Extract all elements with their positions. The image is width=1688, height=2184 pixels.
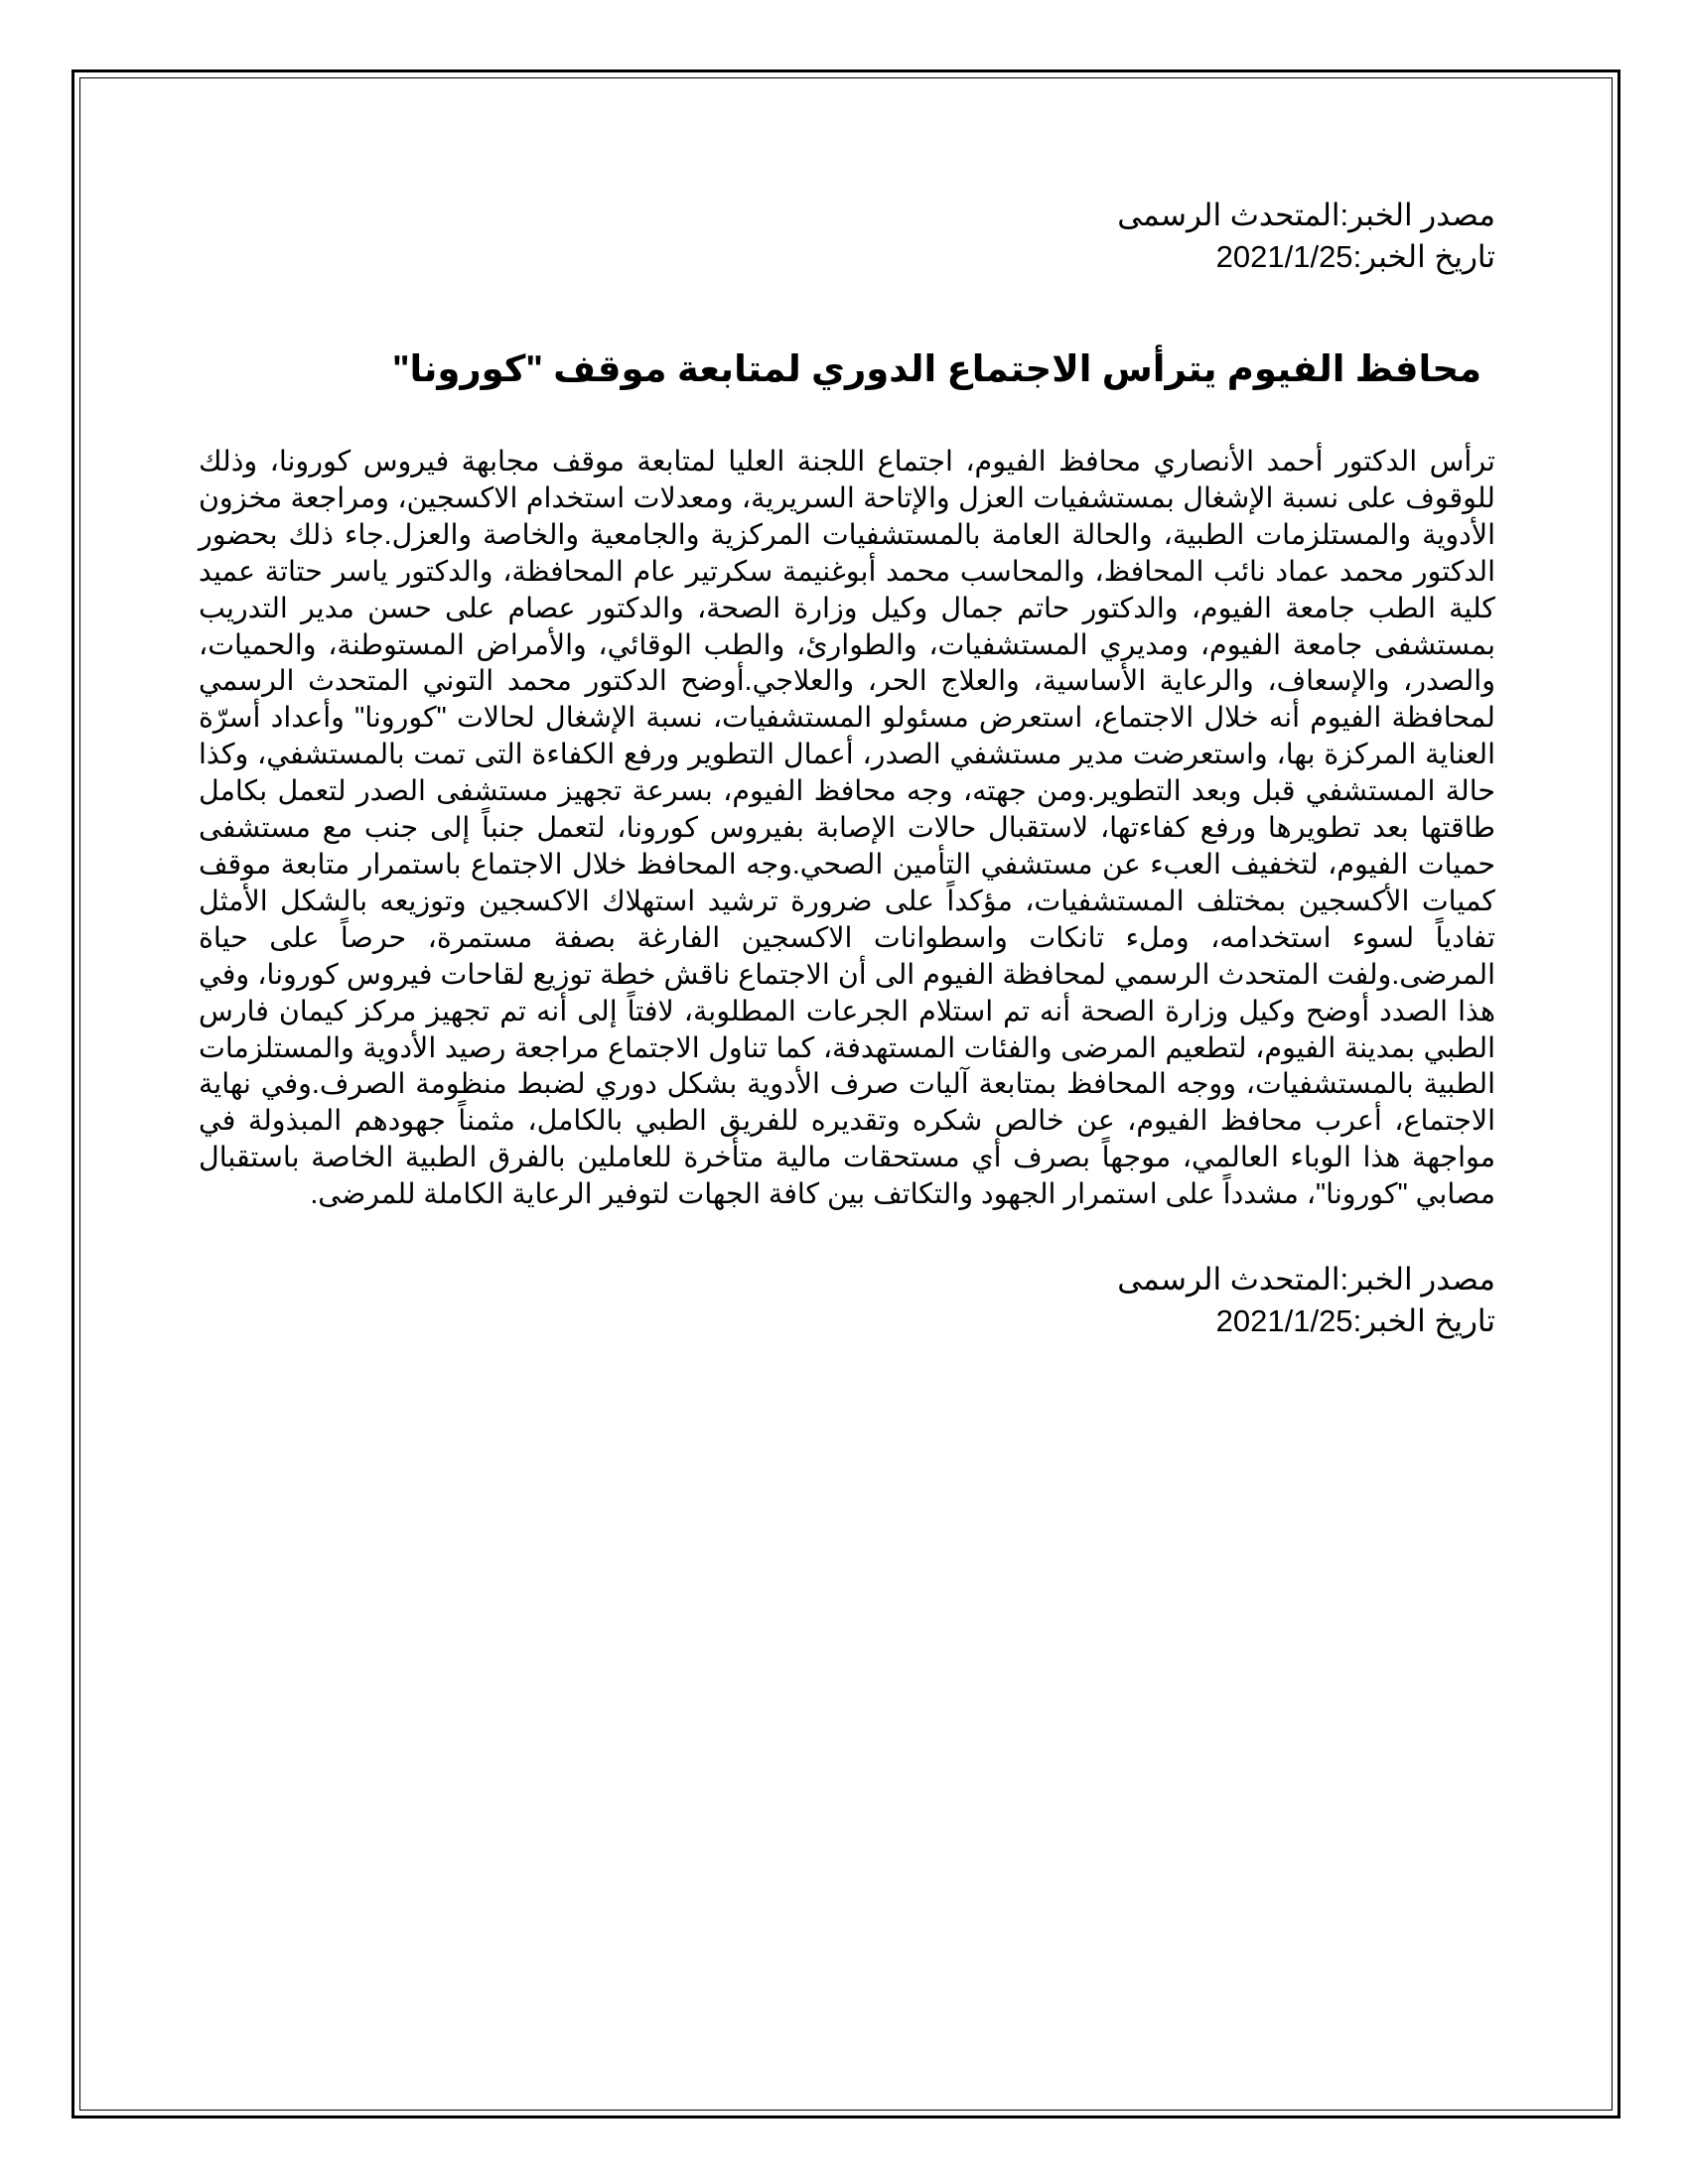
- article-title: محافظ الفيوم يترأس الاجتماع الدوري لمتابعة موقف "كورونا": [392, 348, 1481, 389]
- footer-news-date: تاريخ الخبر:2021/1/25: [1215, 1303, 1495, 1339]
- news-date: تاريخ الخبر:2021/1/25: [1215, 239, 1495, 274]
- article-body: ترأس الدكتور أحمد الأنصاري محافظ الفيوم، اجتماع اللجنة العليا لمتابعة موقف مجابهة فيروس كورونا، وذلك للوقوف على نسبة الإشغال بمستشفيات العزل والإتاحة السريرية، ومعدلات استخدام الاكسجين، ومراجعة مخزون الأدوية والمستلزمات الطبية، والحالة العامة بالمستشفيات المركزية والجامعية والخاصة والعزل.جاء ذلك بحضور الدكتور محمد عماد نائب المحافظ، والمحاسب محمد أبوغنيمة سكرتير عام المحافظة، والدكتور ياسر حتاتة عميد كلية الطب جامعة الفيوم، والدكتور حاتم جمال وكيل وزارة الصحة، والدكتور عصام على حسن مدير التدريب بمستشفى جامعة الفيوم، ومديري المستشفيات، والطوارئ، والطب الوقائي، والأمراض المستوطنة، والحميات، والصدر، والإسعاف، والرعاية الأساسية، والعلاج الحر، والعلاجي.أوضح الدكتور محمد التوني المتحدث الرسمي لمحافظة الفيوم أنه خلال الاجتماع، استعرض مسئولو المستشفيات، نسبة الإشغال لحالات "كورونا" وأعداد أسرّة العناية المركزة بها، واستعرضت مدير مستشفي الصدر، أعمال التطوير ورفع الكفاءة التى تمت بالمستشفي، وكذا حالة المستشفي قبل وبعد التطوير.ومن جهته، وجه محافظ الفيوم، بسرعة تجهيز مستشفى الصدر لتعمل بكامل طاقتها بعد تطويرها ورفع كفاءتها، لاستقبال حالات الإصابة بفيروس كورونا، لتعمل جنباً إلى جنب مع مستشفى حميات الفيوم، لتخفيف العبء عن مستشفي التأمين الصحي.وجه المحافظ خلال الاجتماع باستمرار متابعة موقف كميات الأكسجين بمختلف المستشفيات، مؤكداً على ضرورة ترشيد استهلاك الاكسجين وتوزيعه بالشكل الأمثل تفادياً لسوء استخدامه، وملء تانكات واسطوانات الاكسجين الفارغة بصفة مستمرة، حرصاً على حياة المرضى.ولفت المتحدث الرسمي لمحافظة الفيوم الى أن الاجتماع ناقش خطة توزيع لقاحات فيروس كورونا، وفي هذا الصدد أوضح وكيل وزارة الصحة أنه تم استلام الجرعات المطلوبة، لافتاً إلى أنه تم تجهيز مركز كيمان فارس الطبي بمدينة الفيوم، لتطعيم المرضى والفئات المستهدفة، كما تناول الاجتماع مراجعة رصيد الأدوية والمستلزمات الطبية بالمستشفيات، ووجه المحافظ بمتابعة آليات صرف الأدوية بشكل دوري لضبط منظومة الصرف.وفي نهاية الاجتماع، أعرب محافظ الفيوم، عن خالص شكره وتقديره للفريق الطبي بالكامل، مثمناً جهودهم المبذولة في مواجهة هذا الوباء العالمي، موجهاً بصرف أي مستحقات مالية متأخرة للعاملين بالفرق الطبية الخاصة باستقبال مصابي "كورونا"، مشدداً على استمرار الجهود والتكاتف بين كافة الجهات لتوفير الرعاية الكاملة للمرضى.: [199, 446, 1495, 1211]
- news-source: مصدر الخبر:المتحدث الرسمى: [1117, 198, 1495, 232]
- document-content: [199, 195, 1495, 1342]
- footer-news-source: مصدر الخبر:المتحدث الرسمى: [1117, 1262, 1495, 1297]
- header-meta: [199, 195, 1495, 278]
- footer-meta: [199, 1259, 1495, 1342]
